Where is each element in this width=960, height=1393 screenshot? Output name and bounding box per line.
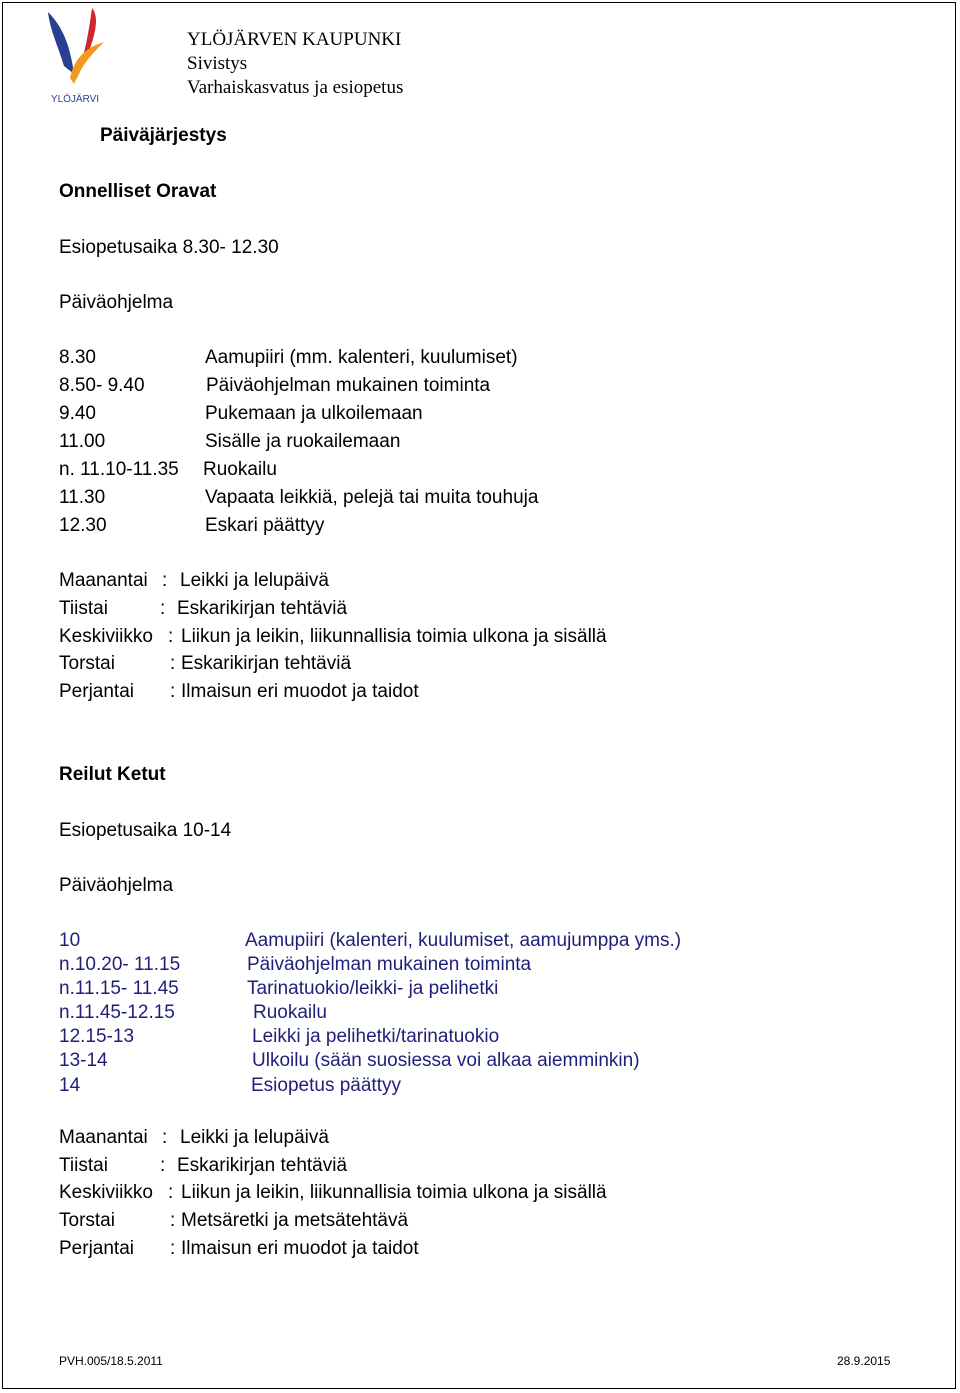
weekday-sep: : bbox=[170, 1238, 176, 1259]
schedule-time: 11.30 bbox=[59, 487, 106, 508]
group1-program-heading: Päiväohjelma bbox=[59, 292, 174, 313]
weekday: Perjantai bbox=[59, 681, 134, 702]
schedule-activity: Tarinatuokio/leikki- ja pelihetki bbox=[247, 978, 499, 999]
weekday: Keskiviikko bbox=[59, 1182, 153, 1203]
weekday: Tiistai bbox=[59, 598, 108, 619]
weekday-activity: Ilmaisun eri muodot ja taidot bbox=[181, 681, 419, 702]
weekday: Maanantai bbox=[59, 1127, 148, 1148]
weekday: Torstai bbox=[59, 653, 115, 674]
weekday-sep: : bbox=[162, 570, 168, 591]
ylojarvi-logo bbox=[40, 4, 110, 106]
schedule-time: 8.30 bbox=[59, 347, 96, 368]
weekday-activity: Ilmaisun eri muodot ja taidot bbox=[181, 1238, 419, 1259]
unit-name: Varhaiskasvatus ja esiopetus bbox=[187, 77, 404, 98]
weekday-sep: : bbox=[160, 1155, 166, 1176]
weekday: Torstai bbox=[59, 1210, 115, 1231]
weekday-sep: : bbox=[160, 598, 166, 619]
schedule-activity: Aamupiiri (mm. kalenteri, kuulumiset) bbox=[205, 347, 518, 368]
weekday-sep: : bbox=[170, 653, 176, 674]
schedule-activity: Ulkoilu (sään suosiessa voi alkaa aiemminkin) bbox=[252, 1050, 640, 1071]
weekday-activity: Eskarikirjan tehtäviä bbox=[181, 653, 352, 674]
schedule-time: 10 bbox=[59, 930, 81, 951]
footer-doc-id: PVH.005/18.5.2011 bbox=[59, 1354, 163, 1368]
weekday: Keskiviikko bbox=[59, 626, 153, 647]
logo-text: YLÖJÄRVI bbox=[50, 94, 100, 105]
weekday-activity: Liikun ja leikin, liikunnallisia toimia ulkona ja sisällä bbox=[181, 626, 607, 647]
schedule-time: n.11.45-12.15 bbox=[59, 1002, 175, 1023]
document-page bbox=[2, 2, 956, 1389]
weekday: Tiistai bbox=[59, 1155, 108, 1176]
org-name: YLÖJÄRVEN KAUPUNKI bbox=[187, 29, 402, 50]
weekday: Perjantai bbox=[59, 1238, 134, 1259]
schedule-activity: Ruokailu bbox=[253, 1002, 327, 1023]
schedule-activity: Aamupiiri (kalenteri, kuulumiset, aamujumppa yms.) bbox=[245, 930, 682, 951]
schedule-activity: Sisälle ja ruokailemaan bbox=[205, 431, 401, 452]
dept-name: Sivistys bbox=[187, 53, 248, 74]
schedule-time: 12.30 bbox=[59, 515, 107, 536]
schedule-time: n.11.15- 11.45 bbox=[59, 978, 179, 999]
schedule-activity: Esiopetus päättyy bbox=[251, 1075, 401, 1096]
schedule-time: n. 11.10-11.35 bbox=[59, 459, 179, 480]
group2-hours: Esiopetusaika 10-14 bbox=[59, 820, 232, 841]
schedule-activity: Vapaata leikkiä, pelejä tai muita touhuja bbox=[205, 487, 539, 508]
page-title: Päiväjärjestys bbox=[100, 125, 227, 146]
weekday-sep: : bbox=[168, 626, 174, 647]
schedule-time: 13-14 bbox=[59, 1050, 108, 1071]
schedule-activity: Pukemaan ja ulkoilemaan bbox=[205, 403, 423, 424]
group1-name: Onnelliset Oravat bbox=[59, 181, 217, 202]
group1-hours: Esiopetusaika 8.30- 12.30 bbox=[59, 237, 279, 258]
schedule-activity: Leikki ja pelihetki/tarinatuokio bbox=[252, 1026, 500, 1047]
schedule-time: 9.40 bbox=[59, 403, 96, 424]
schedule-time: 12.15-13 bbox=[59, 1026, 135, 1047]
schedule-time: 14 bbox=[59, 1075, 81, 1096]
group2-name: Reilut Ketut bbox=[59, 764, 166, 785]
schedule-time: n.10.20- 11.15 bbox=[59, 954, 181, 975]
weekday-sep: : bbox=[168, 1182, 174, 1203]
weekday-sep: : bbox=[170, 1210, 176, 1231]
schedule-activity: Eskari päättyy bbox=[205, 515, 325, 536]
schedule-activity: Päiväohjelman mukainen toiminta bbox=[206, 375, 491, 396]
schedule-activity: Päiväohjelman mukainen toiminta bbox=[247, 954, 532, 975]
weekday-activity: Liikun ja leikin, liikunnallisia toimia ulkona ja sisällä bbox=[181, 1182, 607, 1203]
weekday-sep: : bbox=[170, 681, 176, 702]
schedule-activity: Ruokailu bbox=[203, 459, 277, 480]
weekday-activity: Leikki ja lelupäivä bbox=[180, 570, 329, 591]
weekday-activity: Metsäretki ja metsätehtävä bbox=[181, 1210, 409, 1231]
group2-program-heading: Päiväohjelma bbox=[59, 875, 174, 896]
weekday-activity: Eskarikirjan tehtäviä bbox=[177, 1155, 348, 1176]
footer-date: 28.9.2015 bbox=[837, 1354, 891, 1368]
schedule-time: 8.50- 9.40 bbox=[59, 375, 145, 396]
weekday: Maanantai bbox=[59, 570, 148, 591]
weekday-activity: Leikki ja lelupäivä bbox=[180, 1127, 329, 1148]
weekday-activity: Eskarikirjan tehtäviä bbox=[177, 598, 348, 619]
schedule-time: 11.00 bbox=[59, 431, 106, 452]
weekday-sep: : bbox=[162, 1127, 168, 1148]
